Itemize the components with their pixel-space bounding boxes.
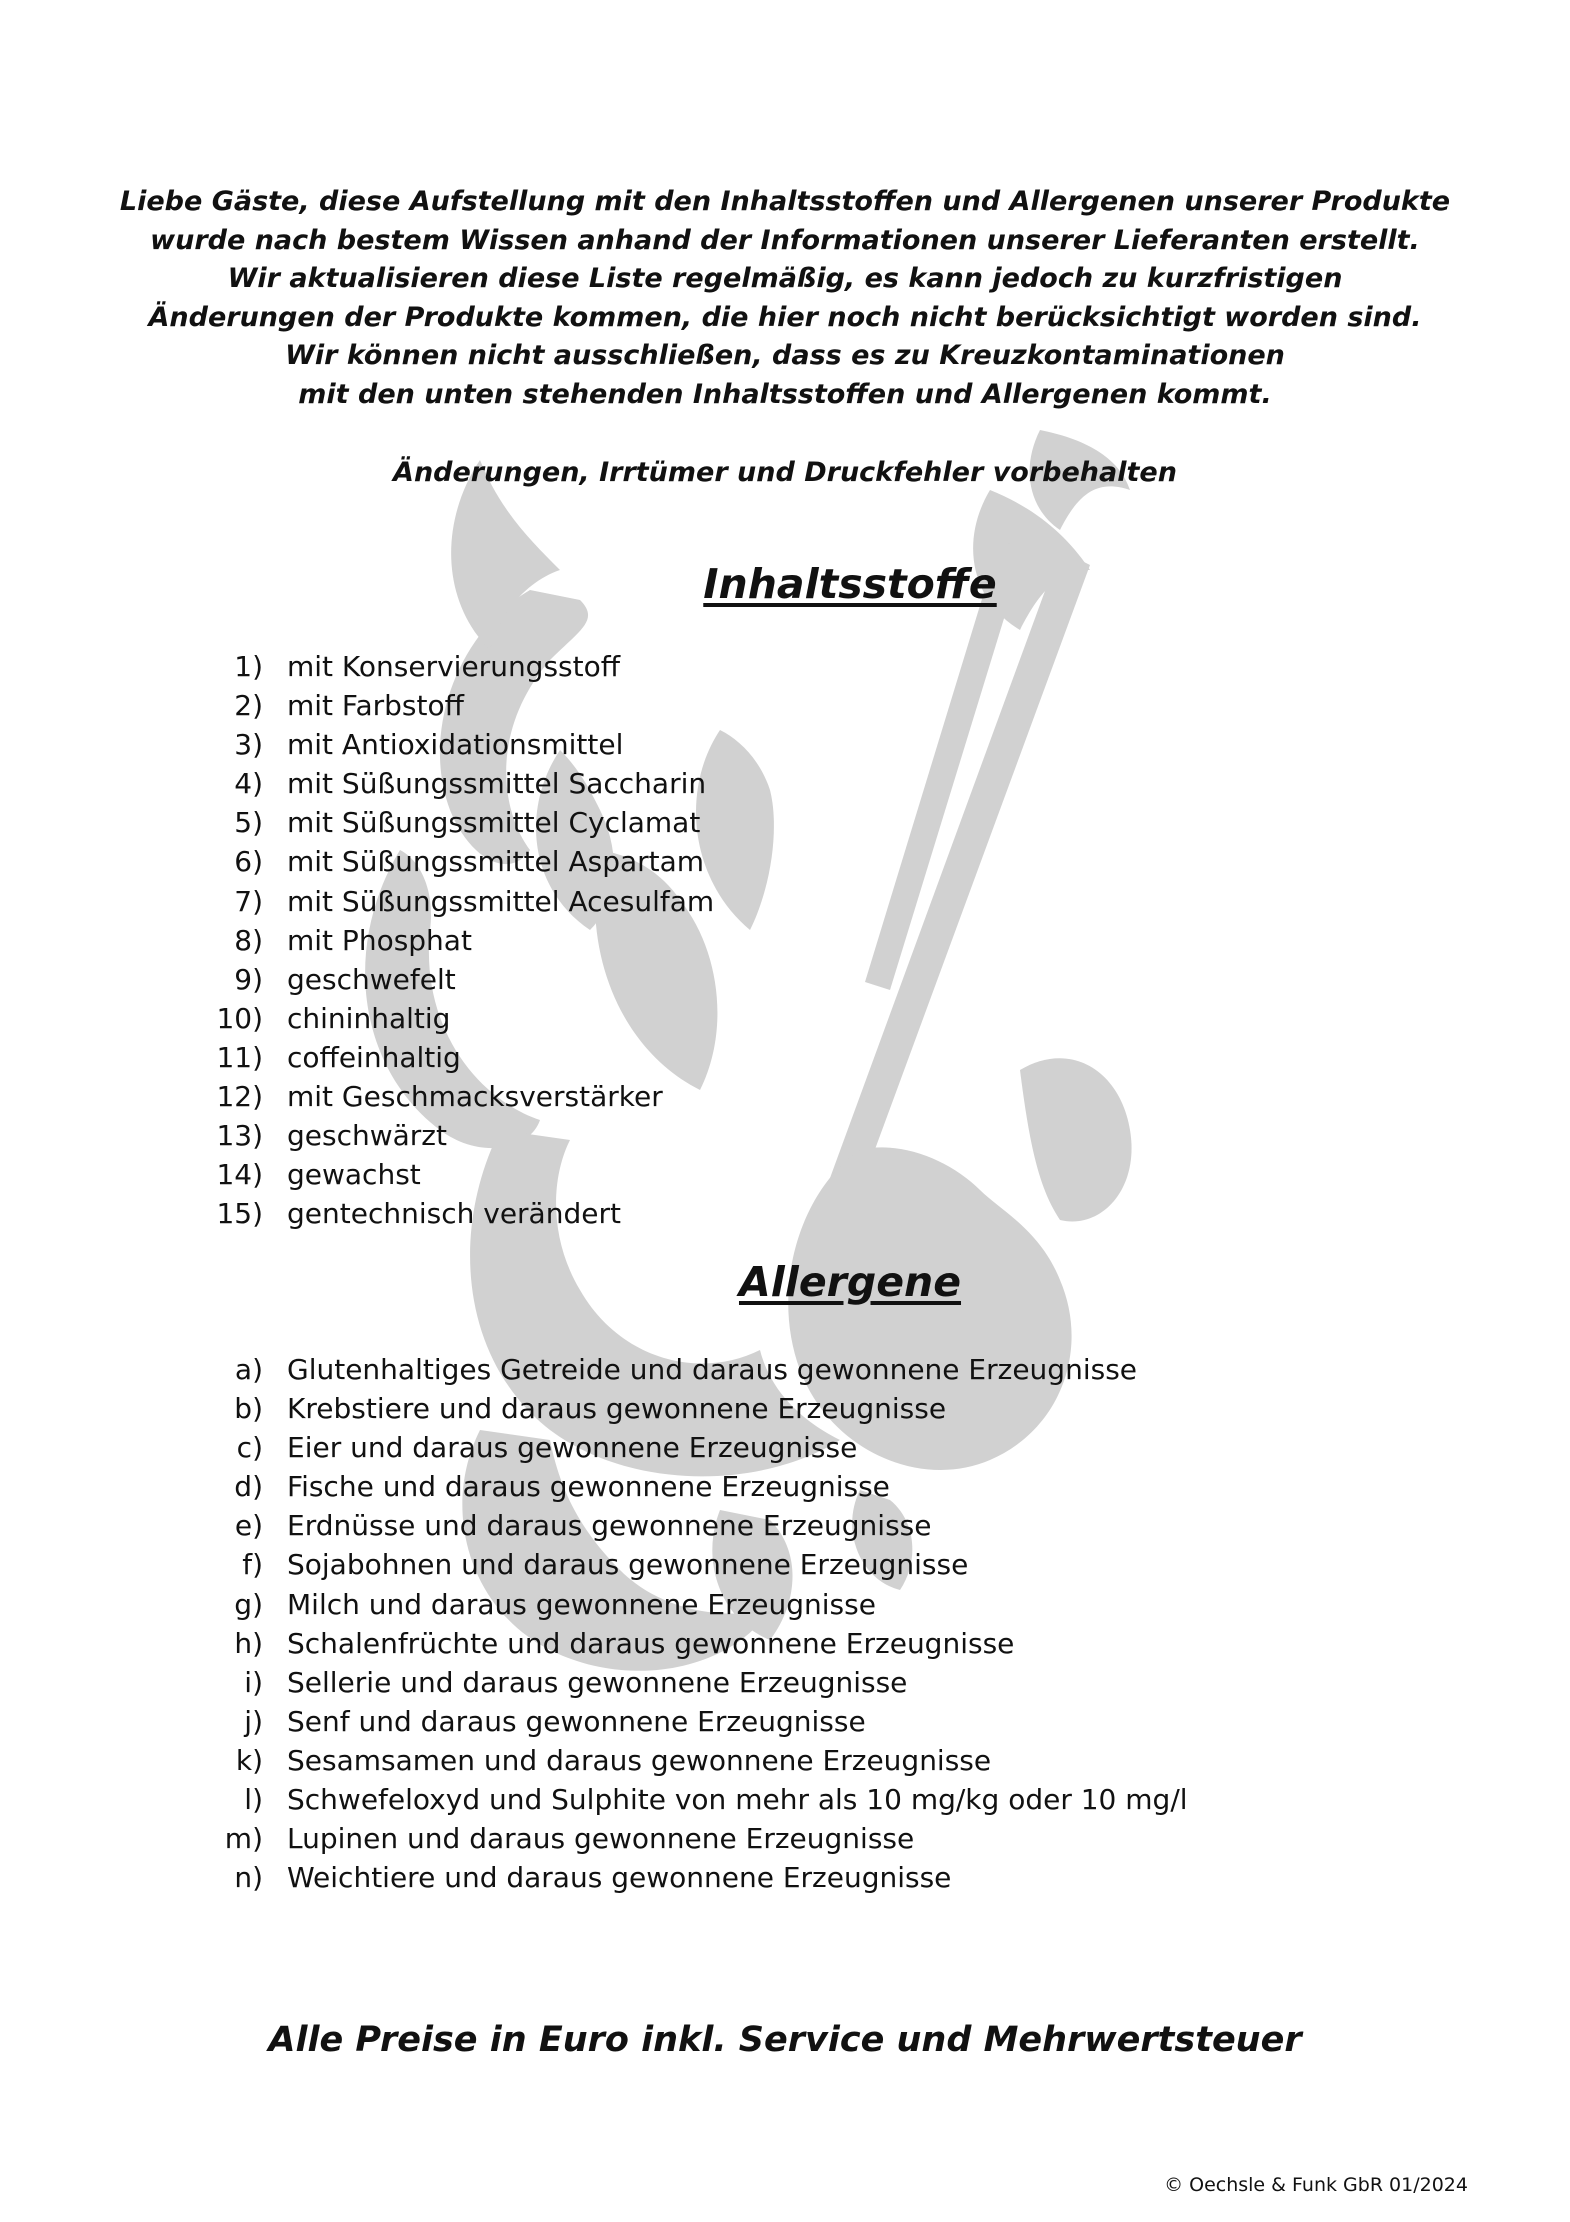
list-item (195, 1350, 1188, 1389)
list-item (195, 1545, 1188, 1584)
list-label: geschwefelt (287, 962, 456, 996)
list-marker: j) (244, 1704, 263, 1738)
list-item (195, 1077, 714, 1116)
list-label: Sesamsamen und daraus gewonnene Erzeugnisse (287, 1743, 992, 1777)
list-label: gentechnisch verändert (287, 1197, 621, 1231)
list-item (195, 1428, 1188, 1467)
list-label: Sojabohnen und daraus gewonnene Erzeugnisse (287, 1548, 969, 1582)
intro-line: Liebe Gäste, diese Aufstellung mit den Inhaltsstoffen und Allergenen unserer Produkte (119, 186, 1451, 217)
copyright: © Oechsle & Funk GbR 01/2024 (1164, 2174, 1468, 2196)
list-marker: m) (224, 1822, 263, 1856)
list-marker: d) (234, 1470, 263, 1504)
list-label: mit Süßungssmittel Acesulfam (287, 884, 715, 918)
list-label: Krebstiere und daraus gewonnene Erzeugnisse (287, 1392, 947, 1426)
list-item (195, 1389, 1188, 1428)
list-label: Lupinen und daraus gewonnene Erzeugnisse (287, 1822, 915, 1856)
list-label: geschwärzt (287, 1119, 447, 1153)
list-label: Fische und daraus gewonnene Erzeugnisse (287, 1470, 890, 1504)
list-marker: h) (234, 1626, 263, 1660)
list-label: mit Geschmacksverstärker (287, 1080, 663, 1114)
list-item (195, 1194, 714, 1233)
list-item (195, 1155, 714, 1194)
list-marker: 11) (216, 1040, 263, 1074)
list-marker: 3) (234, 728, 263, 762)
list-marker: 9) (234, 962, 263, 996)
list-marker: b) (234, 1392, 263, 1426)
intro-paragraph (0, 183, 1570, 414)
list-item (195, 647, 714, 686)
list-marker: a) (234, 1353, 263, 1386)
list-item (195, 1506, 1188, 1545)
list-item (195, 725, 714, 764)
price-note: Alle Preise in Euro inkl. Service und Mehrwertsteuer (268, 2020, 1302, 2060)
ingredients-list (195, 647, 714, 1233)
list-label: gewachst (287, 1158, 421, 1192)
list-marker: 10) (216, 1001, 263, 1035)
list-label: mit Süßungssmittel Aspartam (287, 845, 705, 879)
list-label: Sellerie und daraus gewonnene Erzeugnisse (287, 1665, 908, 1699)
list-marker: i) (244, 1665, 263, 1699)
list-marker: 7) (234, 884, 263, 918)
list-label: mit Phosphat (287, 923, 472, 957)
list-marker: c) (236, 1431, 263, 1465)
list-marker: 12) (216, 1080, 263, 1114)
list-label: Schalenfrüchte und daraus gewonnene Erzeugnisse (287, 1626, 1015, 1660)
list-item (195, 921, 714, 960)
list-label: Milch und daraus gewonnene Erzeugnisse (287, 1587, 876, 1621)
list-marker: 13) (216, 1119, 263, 1153)
list-label: Senf und daraus gewonnene Erzeugnisse (287, 1704, 866, 1738)
list-marker: g) (234, 1587, 263, 1621)
list-item (195, 1663, 1188, 1702)
list-marker: 4) (234, 767, 263, 801)
list-marker: 14) (216, 1158, 263, 1192)
disclaimer: Änderungen, Irrtümer und Druckfehler vorbehalten (393, 457, 1177, 488)
list-item (195, 1467, 1188, 1506)
list-label: mit Farbstoff (287, 689, 464, 723)
list-marker: 1) (234, 650, 263, 683)
ingredients-title: Inhaltsstoffe (703, 560, 997, 608)
list-item (195, 1585, 1188, 1624)
list-marker: k) (235, 1743, 263, 1777)
list-label: mit Antioxidationsmittel (287, 728, 624, 762)
list-item (195, 1741, 1188, 1780)
list-marker: l) (244, 1783, 263, 1817)
list-marker: f) (242, 1548, 263, 1582)
list-label: coffeinhaltig (287, 1040, 461, 1074)
list-item (195, 1624, 1188, 1663)
intro-line: wurde nach bestem Wissen anhand der Informationen unserer Lieferanten erstellt. (150, 224, 1420, 256)
list-item (195, 882, 714, 921)
list-marker: e) (234, 1509, 263, 1543)
list-marker: 2) (234, 689, 263, 723)
list-item (195, 842, 714, 881)
list-marker: 15) (216, 1197, 263, 1231)
list-item (195, 803, 714, 842)
intro-line: Änderungen der Produkte kommen, die hier noch nicht berücksichtigt worden sind. (148, 301, 1422, 333)
list-label: Eier und daraus gewonnene Erzeugnisse (287, 1431, 858, 1465)
list-item (195, 960, 714, 999)
list-label: Schwefeloxyd und Sulphite von mehr als 10 mg/kg oder 10 mg/l (287, 1783, 1188, 1817)
list-marker: 8) (234, 923, 263, 957)
allergens-list (195, 1350, 1188, 1897)
list-label: mit Konservierungsstoff (287, 650, 621, 683)
list-item (195, 686, 714, 725)
list-item (195, 764, 714, 803)
list-item (195, 1116, 714, 1155)
list-label: Erdnüsse und daraus gewonnene Erzeugnisse (287, 1509, 932, 1543)
list-label: chininhaltig (287, 1001, 451, 1035)
list-item (195, 1819, 1188, 1858)
list-marker: 6) (234, 845, 263, 879)
list-item (195, 1858, 1188, 1897)
intro-line: Wir können nicht ausschließen, dass es zu Kreuzkontaminationen (285, 340, 1285, 371)
intro-line: mit den unten stehenden Inhaltsstoffen und Allergenen kommt. (298, 378, 1272, 410)
list-item (195, 1702, 1188, 1741)
list-label: Glutenhaltiges Getreide und daraus gewonnene Erzeugnisse (287, 1353, 1138, 1386)
list-marker: 5) (234, 806, 263, 840)
allergens-title: Allergene (738, 1258, 962, 1306)
list-label: mit Süßungssmittel Saccharin (287, 767, 707, 801)
list-item (195, 1780, 1188, 1819)
intro-line: Wir aktualisieren diese Liste regelmäßig, es kann jedoch zu kurzfristigen (227, 263, 1343, 294)
list-label: Weichtiere und daraus gewonnene Erzeugnisse (287, 1861, 952, 1895)
list-item (195, 1038, 714, 1077)
list-item (195, 999, 714, 1038)
list-label: mit Süßungssmittel Cyclamat (287, 806, 701, 840)
list-marker: n) (234, 1861, 263, 1895)
